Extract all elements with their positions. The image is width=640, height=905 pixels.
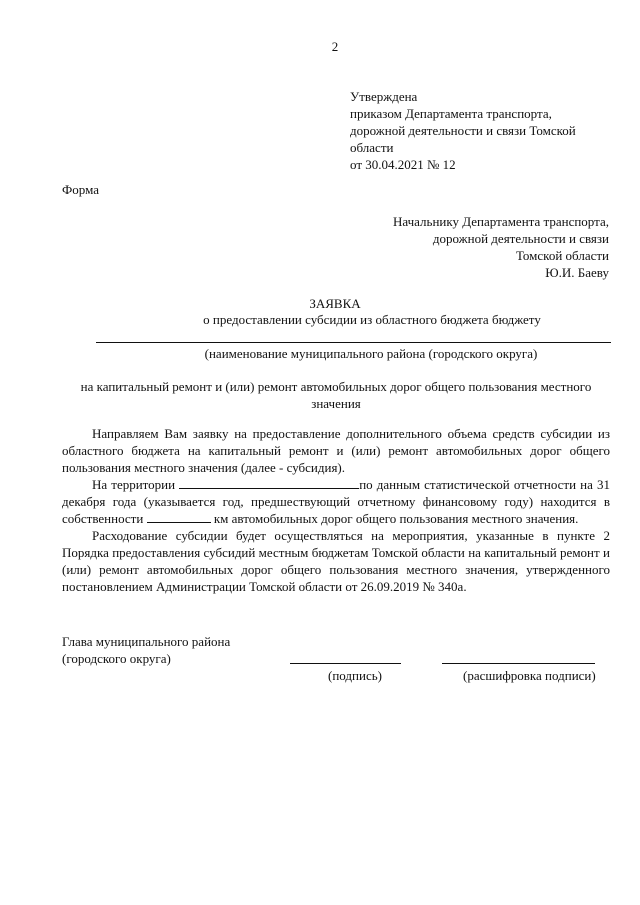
page-number: 2 [331, 39, 339, 54]
purpose-text: на капитальный ремонт и (или) ремонт автомобильных дорог общего пользования местного значения [80, 379, 592, 411]
territory-blank [179, 476, 359, 489]
signatory-title-line: (городского округа) [62, 651, 171, 666]
signatory-title [62, 633, 230, 667]
roads-text: км автомобильных дорог общего пользования местного значения. [213, 511, 579, 526]
body-text [62, 425, 610, 595]
signature-caption: (подпись) [328, 668, 382, 683]
document-title: ЗАЯВКА [309, 296, 361, 311]
signature-decoding-caption: (расшифровка подписи) [463, 668, 596, 683]
signatory-title-line: Глава муниципального района [62, 634, 231, 649]
approval-line: приказом Департамента транспорта, [350, 106, 552, 121]
territory-text: по данным статистической отчетности на 31 декабря года (указывается год, предшествующий отчетному финансовому году) находится в собственности [62, 477, 610, 526]
paragraph-request: Направляем Вам заявку на предоставление дополнительного объема средств субсидии из областного бюджета на капитальный ремонт и (или) ремонт автомобильных дорог общего пользования местного значения (далее - субсидия). [62, 426, 610, 475]
signature-line [290, 663, 401, 664]
territory-label: На территории [92, 477, 176, 492]
addressee-line: Ю.И. Баеву [545, 265, 609, 280]
municipality-name-line [96, 342, 611, 343]
approval-line: от 30.04.2021 № 12 [350, 157, 456, 172]
paragraph-expenditure: Расходование субсидии будет осуществляться на мероприятия, указанные в пункте 2 Порядка предоставления субсидий местным бюджетам Томской области на капитальный ремонт и (или) ремонт автомобильных дорог общего пользования местного значения, утвержденного постановлением Администрации Томской области от 26.09.2019 № 340а. [62, 528, 610, 594]
addressee-line: Томской области [515, 248, 609, 263]
document-subtitle: о предоставлении субсидии из областного бюджета бюджету [203, 312, 541, 327]
addressee-block [393, 213, 609, 281]
addressee-line: Начальнику Департамента транспорта, [392, 214, 609, 229]
addressee-line: дорожной деятельности и связи [432, 231, 609, 246]
approval-line: области [350, 140, 394, 155]
approval-line: дорожной деятельности и связи Томской [350, 123, 576, 138]
approval-block [350, 88, 610, 173]
km-blank [147, 510, 211, 523]
form-label: Форма [62, 182, 99, 197]
signature-decoding-line [442, 663, 595, 664]
approval-line: Утверждена [350, 89, 418, 104]
paragraph-territory [62, 476, 610, 527]
municipality-name-caption: (наименование муниципального района (городского округа) [204, 346, 538, 361]
